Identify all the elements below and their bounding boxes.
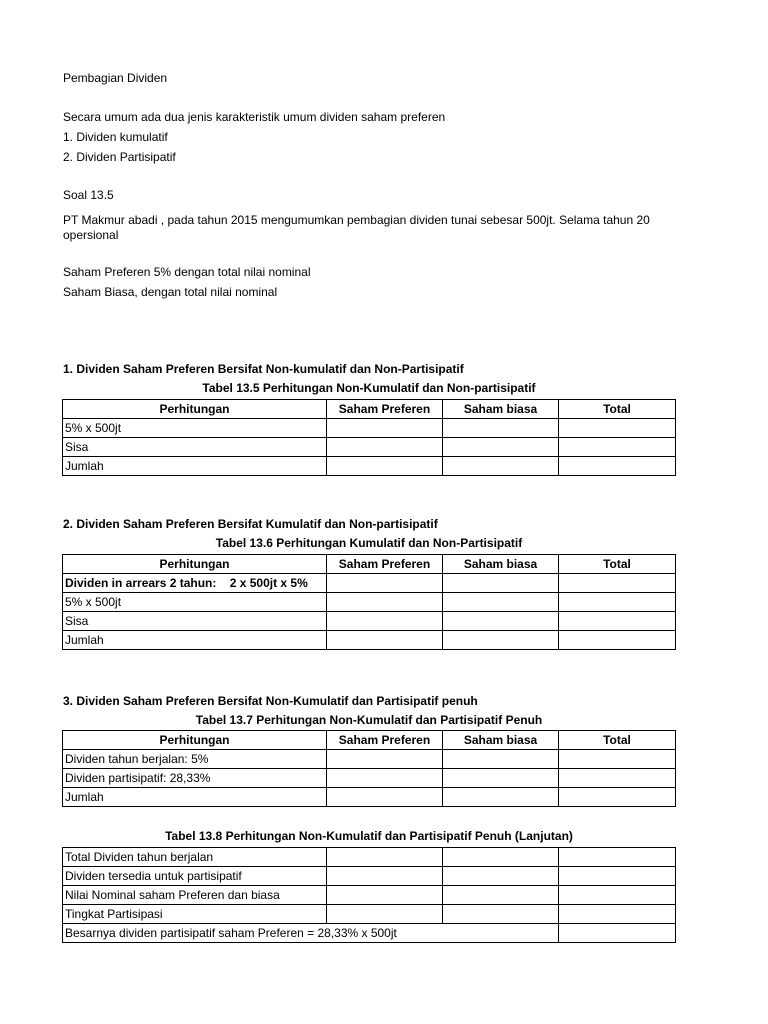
cell-saham-preferen[interactable] bbox=[327, 867, 443, 886]
problem-label: Soal 13.5 bbox=[63, 188, 114, 202]
header-saham-biasa: Saham biasa bbox=[443, 400, 559, 419]
cell-total[interactable] bbox=[559, 631, 676, 650]
cell-saham-biasa[interactable] bbox=[443, 848, 559, 867]
cell-saham-biasa[interactable] bbox=[443, 905, 559, 924]
intro-text: Secara umum ada dua jenis karakteristik umum dividen saham preferen bbox=[63, 110, 446, 124]
table-13-5-caption: Tabel 13.5 Perhitungan Non-Kumulatif dan Non-partisipatif bbox=[202, 381, 536, 395]
table-row bbox=[63, 905, 676, 924]
table-13-6 bbox=[62, 554, 676, 650]
intro-item-2: 2. Dividen Partisipatif bbox=[63, 150, 176, 164]
cell-total[interactable] bbox=[559, 769, 676, 788]
section3-heading: 3. Dividen Saham Preferen Bersifat Non-Kumulatif dan Partisipatif penuh bbox=[63, 694, 478, 708]
section1-heading: 1. Dividen Saham Preferen Bersifat Non-kumulatif dan Non-Partisipatif bbox=[63, 362, 464, 376]
cell-saham-preferen[interactable] bbox=[327, 769, 443, 788]
row-label: Jumlah bbox=[63, 457, 327, 476]
cell-total[interactable] bbox=[559, 886, 676, 905]
problem-text-line2: opersional bbox=[63, 228, 119, 242]
table-row bbox=[63, 574, 676, 593]
row-label: Total Dividen tahun berjalan bbox=[63, 848, 327, 867]
row-label: Jumlah bbox=[63, 631, 327, 650]
header-perhitungan: Perhitungan bbox=[63, 555, 327, 574]
cell-saham-preferen[interactable] bbox=[327, 848, 443, 867]
cell-saham-preferen[interactable] bbox=[327, 419, 443, 438]
table-13-7-caption: Tabel 13.7 Perhitungan Non-Kumulatif dan Partisipatif Penuh bbox=[195, 713, 543, 727]
cell-saham-preferen[interactable] bbox=[327, 886, 443, 905]
row-label: Tingkat Partisipasi bbox=[63, 905, 327, 924]
row-label: Besarnya dividen partisipatif saham Preferen = 28,33% x 500jt bbox=[63, 924, 559, 943]
row-label: Sisa bbox=[63, 438, 327, 457]
cell-saham-biasa[interactable] bbox=[443, 593, 559, 612]
cell-saham-preferen[interactable] bbox=[327, 593, 443, 612]
table-row bbox=[63, 612, 676, 631]
table-row bbox=[63, 848, 676, 867]
header-saham-preferen: Saham Preferen bbox=[327, 555, 443, 574]
common-stock-line: Saham Biasa, dengan total nilai nominal bbox=[63, 285, 278, 299]
row-label: Nilai Nominal saham Preferen dan biasa bbox=[63, 886, 327, 905]
header-saham-biasa: Saham biasa bbox=[443, 731, 559, 750]
cell-saham-biasa[interactable] bbox=[443, 438, 559, 457]
cell-saham-preferen[interactable] bbox=[327, 438, 443, 457]
table-header-row bbox=[63, 555, 676, 574]
cell-saham-biasa[interactable] bbox=[443, 612, 559, 631]
table-row bbox=[63, 419, 676, 438]
table-row bbox=[63, 631, 676, 650]
row-label: Dividen in arrears 2 tahun: 2 x 500jt x 5% bbox=[63, 574, 327, 593]
table-row bbox=[63, 750, 676, 769]
cell-saham-preferen[interactable] bbox=[327, 750, 443, 769]
table-13-7 bbox=[62, 730, 676, 807]
table-13-8-caption: Tabel 13.8 Perhitungan Non-Kumulatif dan Partisipatif Penuh (Lanjutan) bbox=[165, 829, 573, 843]
row-label: Dividen tahun berjalan: 5% bbox=[63, 750, 327, 769]
header-perhitungan: Perhitungan bbox=[63, 731, 327, 750]
cell-total[interactable] bbox=[559, 924, 676, 943]
header-total: Total bbox=[559, 555, 676, 574]
cell-total[interactable] bbox=[559, 612, 676, 631]
preferred-stock-line: Saham Preferen 5% dengan total nilai nominal bbox=[63, 265, 311, 279]
cell-saham-biasa[interactable] bbox=[443, 886, 559, 905]
table-row bbox=[63, 788, 676, 807]
table-header-row bbox=[63, 400, 676, 419]
row-label: 5% x 500jt bbox=[63, 419, 327, 438]
cell-saham-biasa[interactable] bbox=[443, 457, 559, 476]
table-row bbox=[63, 769, 676, 788]
cell-saham-preferen[interactable] bbox=[327, 788, 443, 807]
cell-saham-biasa[interactable] bbox=[443, 867, 559, 886]
cell-total[interactable] bbox=[559, 750, 676, 769]
section2-heading: 2. Dividen Saham Preferen Bersifat Kumulatif dan Non-partisipatif bbox=[63, 517, 438, 531]
cell-saham-preferen[interactable] bbox=[327, 457, 443, 476]
row-label: Sisa bbox=[63, 612, 327, 631]
cell-saham-biasa[interactable] bbox=[443, 769, 559, 788]
cell-total[interactable] bbox=[559, 438, 676, 457]
header-saham-preferen: Saham Preferen bbox=[327, 731, 443, 750]
table-row bbox=[63, 438, 676, 457]
cell-total[interactable] bbox=[559, 419, 676, 438]
cell-saham-preferen[interactable] bbox=[327, 574, 443, 593]
cell-total[interactable] bbox=[559, 867, 676, 886]
table-13-5 bbox=[62, 399, 676, 476]
problem-text-line1: PT Makmur abadi , pada tahun 2015 mengumumkan pembagian dividen tunai sebesar 500jt. Selama tahun 20 bbox=[63, 213, 650, 227]
cell-saham-preferen[interactable] bbox=[327, 631, 443, 650]
row-label: Jumlah bbox=[63, 788, 327, 807]
row-label: 5% x 500jt bbox=[63, 593, 327, 612]
header-saham-preferen: Saham Preferen bbox=[327, 400, 443, 419]
cell-total[interactable] bbox=[559, 574, 676, 593]
table-row bbox=[63, 593, 676, 612]
cell-saham-biasa[interactable] bbox=[443, 750, 559, 769]
table-row bbox=[63, 867, 676, 886]
table-13-8 bbox=[62, 847, 676, 943]
cell-total[interactable] bbox=[559, 788, 676, 807]
cell-total[interactable] bbox=[559, 457, 676, 476]
row-label: Dividen partisipatif: 28,33% bbox=[63, 769, 327, 788]
table-row bbox=[63, 457, 676, 476]
cell-saham-biasa[interactable] bbox=[443, 788, 559, 807]
table-header-row bbox=[63, 731, 676, 750]
cell-saham-biasa[interactable] bbox=[443, 631, 559, 650]
cell-total[interactable] bbox=[559, 848, 676, 867]
page-title: Pembagian Dividen bbox=[63, 71, 168, 85]
cell-saham-biasa[interactable] bbox=[443, 419, 559, 438]
header-total: Total bbox=[559, 400, 676, 419]
cell-saham-biasa[interactable] bbox=[443, 574, 559, 593]
table-row bbox=[63, 886, 676, 905]
header-saham-biasa: Saham biasa bbox=[443, 555, 559, 574]
table-13-6-caption: Tabel 13.6 Perhitungan Kumulatif dan Non-Partisipatif bbox=[215, 536, 523, 550]
cell-total[interactable] bbox=[559, 905, 676, 924]
cell-saham-preferen[interactable] bbox=[327, 905, 443, 924]
header-perhitungan: Perhitungan bbox=[63, 400, 327, 419]
cell-saham-preferen[interactable] bbox=[327, 612, 443, 631]
header-total: Total bbox=[559, 731, 676, 750]
row-label: Dividen tersedia untuk partisipatif bbox=[63, 867, 327, 886]
intro-item-1: 1. Dividen kumulatif bbox=[63, 130, 168, 144]
table-row bbox=[63, 924, 676, 943]
cell-total[interactable] bbox=[559, 593, 676, 612]
